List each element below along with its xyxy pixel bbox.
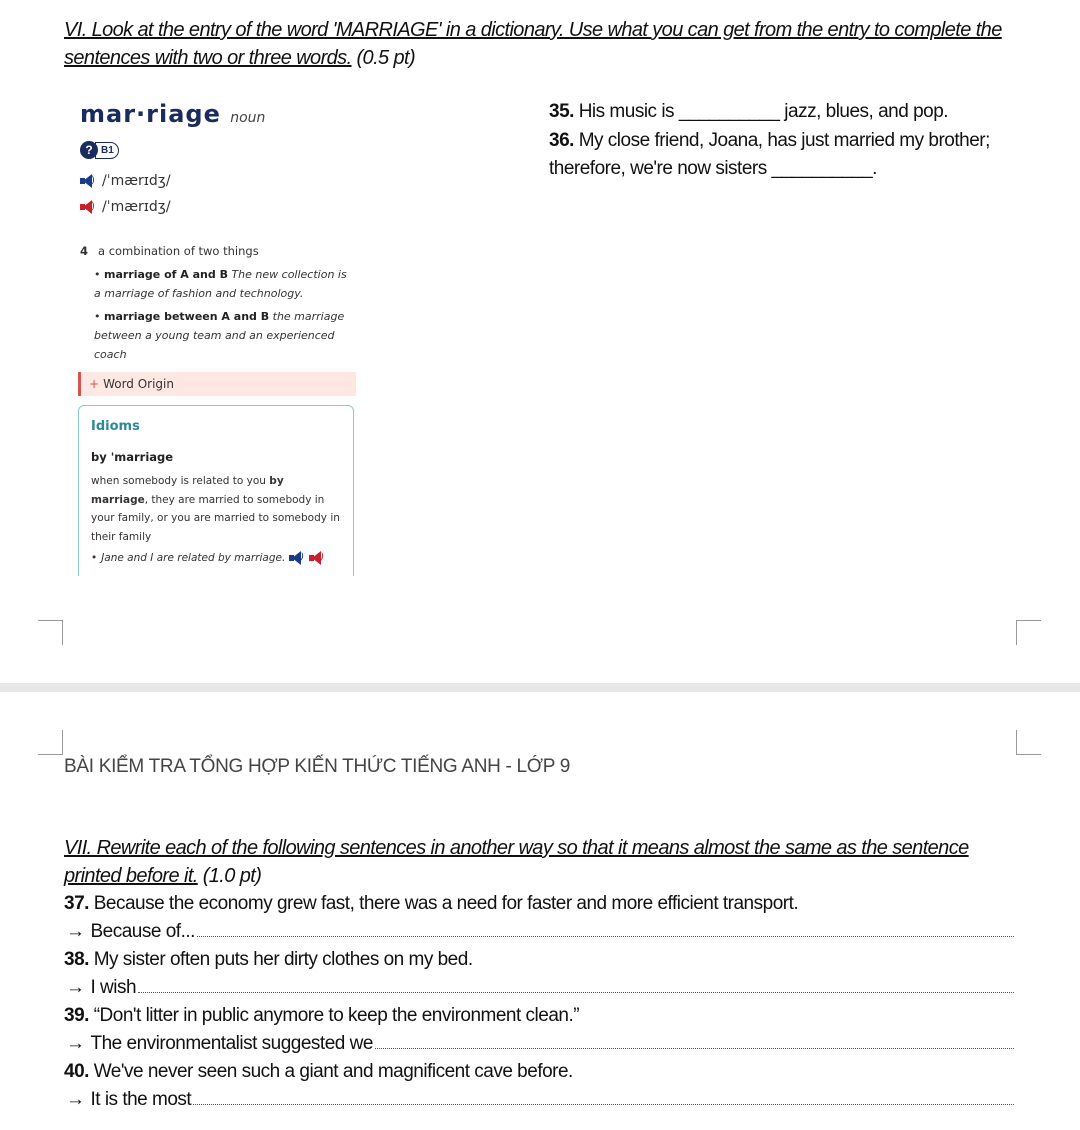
sense-definition: 4 a combination of two things [80,244,259,258]
answer-38: → I wish [64,974,1014,1002]
answer-line[interactable] [375,1030,1014,1049]
question-35: 35. His music is __________ jazz, blues, and pop. [549,101,949,122]
arrow-icon: → [66,921,85,942]
page-separator [0,683,1080,692]
idiom-example: • Jane and I are related by marriage. ) ) [91,552,325,564]
plus-icon: + [89,377,100,391]
idioms-title: Idioms [91,419,140,434]
question-40: 40. We've never seen such a giant and magnificent cave before. [64,1061,573,1082]
speaker-uk-icon[interactable]: ) [289,551,305,565]
example-1: • marriage of A and B The new collection is a marriage of fashion and technology. [94,268,347,300]
crop-mark [38,620,63,645]
part-of-speech: noun [230,110,266,126]
crop-mark [1016,620,1041,645]
answer-line[interactable] [197,918,1014,937]
section-6-heading: VI. Look at the entry of the word 'MARRIAGE' in a dictionary. Use what you can get from the entry to complete the sentences with two or three words. (0.5 pt) [64,19,1002,69]
page-header: BÀI KIỂM TRA TỔNG HỢP KIẾN THỨC TIẾNG ANH - LỚP 9 [64,756,571,777]
question-39: 39. “Don't litter in public anymore to keep the environment clean.” [64,1005,580,1026]
answer-line[interactable] [193,1086,1014,1105]
arrow-icon: → [66,1033,85,1054]
pronunciation-us: ) /ˈmærɪdʒ/ [80,199,171,215]
question-36-continued: therefore, we're now sisters __________. [549,158,877,179]
speaker-uk-icon[interactable]: ) [80,174,96,188]
answer-line[interactable] [138,974,1014,993]
answer-39: → The environmentalist suggested we [64,1030,1014,1058]
speaker-us-icon[interactable]: ) [80,200,96,214]
question-36: 36. My close friend, Joana, has just married my brother; [549,130,990,151]
answer-40: → It is the most [64,1086,1014,1114]
crop-mark [1016,730,1041,755]
example-2: • marriage between A and B the marriage between a young team and an experienced coach [94,310,345,361]
section-7-heading: VII. Rewrite each of the following sentences in another way so that it means almost the same as the sentence printed before it. (1.0 pt) [64,837,969,887]
question-37: 37. Because the economy grew fast, there was a need for faster and more efficient transport. [64,893,799,914]
word-origin-toggle[interactable]: + Word Origin [78,372,356,396]
dictionary-headword: mar·riage noun [80,100,266,128]
crop-mark [38,730,63,755]
idiom-phrase: by 'marriage [91,450,174,464]
level-badge: ? B1 [80,141,119,159]
arrow-icon: → [66,977,85,998]
pronunciation-uk: ) /ˈmærɪdʒ/ [80,173,171,189]
idiom-definition: when somebody is related to you by marriage, they are married to somebody in your family, or you are married to somebody in their family [91,475,340,543]
idioms-box [78,405,354,576]
question-38: 38. My sister often puts her dirty clothes on my bed. [64,949,473,970]
speaker-us-icon[interactable]: ) [309,551,325,565]
oxford-key-icon: ? [80,141,98,159]
answer-37: → Because of... [64,918,1014,946]
arrow-icon: → [66,1089,85,1110]
